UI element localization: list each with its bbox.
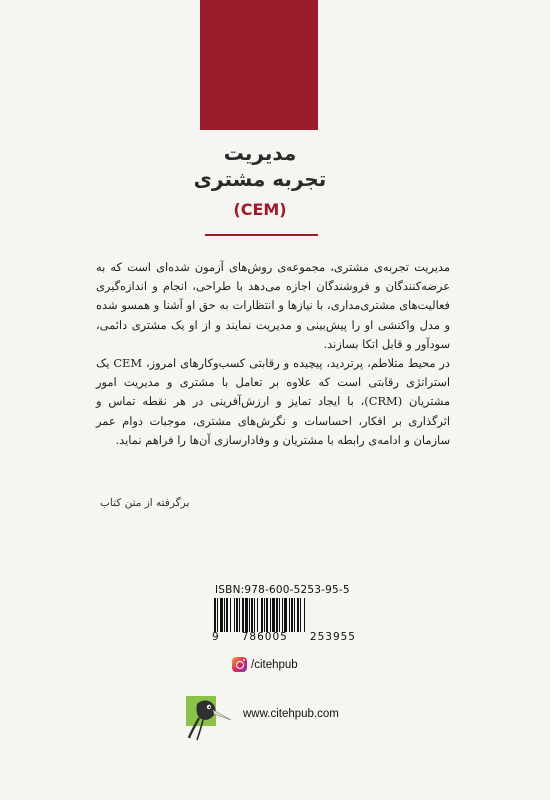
description-text bbox=[96, 258, 450, 450]
bird-logo bbox=[183, 690, 235, 742]
isbn-label: ISBN:978-600-5253-95-5 bbox=[215, 584, 350, 596]
source-note: برگرفته از متن کتاب bbox=[100, 497, 190, 509]
title-line2: تجربه مشتری bbox=[193, 167, 327, 191]
website-link[interactable]: www.citehpub.com bbox=[243, 708, 339, 720]
red-accent-panel bbox=[200, 0, 318, 130]
social-handle-text: /citehpub bbox=[251, 658, 298, 671]
barcode-digit-group-1: 9 bbox=[212, 631, 220, 643]
barcode-digit-group-3: 253955 bbox=[309, 631, 356, 643]
title-line1: مدیریت bbox=[223, 141, 297, 165]
barcode-digit-group-2: 786005 bbox=[241, 631, 288, 643]
title-abbreviation: (CEM) bbox=[233, 200, 287, 219]
barcode-digits bbox=[212, 631, 356, 643]
social-handle[interactable] bbox=[232, 657, 298, 672]
title-underline bbox=[205, 234, 318, 236]
instagram-icon bbox=[232, 657, 247, 672]
description-paragraph-1: مدیریت تجربه‌ی مشتری، مجموعه‌ی روش‌های آزمون شده‌ای است که به عرضه‌کنندگان و فروشندگان اجازه می‌دهد با طراحی، انجام و اندازه‌گیری فعالیت‌های مشتری‌مداری، با نیازها و انتظارات به حق او آشنا و همسو شده و مدل واکنشی او را پیش‌بینی و مدیریت نمایند و از او یک مشتری دائمی، سودآور و قابل اتکا بسازند. bbox=[96, 260, 450, 351]
barcode bbox=[212, 598, 356, 632]
title-block bbox=[150, 140, 370, 220]
description-paragraph-2: در محیط متلاطم، پرتردید، پیچیده و رقابتی کسب‌وکارهای امروز، CEM یک استراتژی رقابتی است که علاوه بر تعامل با مشتری و مدیریت امور مشتریان (CRM)، با ایجاد تمایز و ارزش‌آفرینی در هر نقطه تماس و اثرگذاری بر افکار، احساسات و نگرش‌های مشتری، موجبات دوام عمر سازمان و ادامه‌ی رابطه با مشتریان و وفادارسازی آن‌ها را فراهم نماید. bbox=[96, 356, 450, 447]
